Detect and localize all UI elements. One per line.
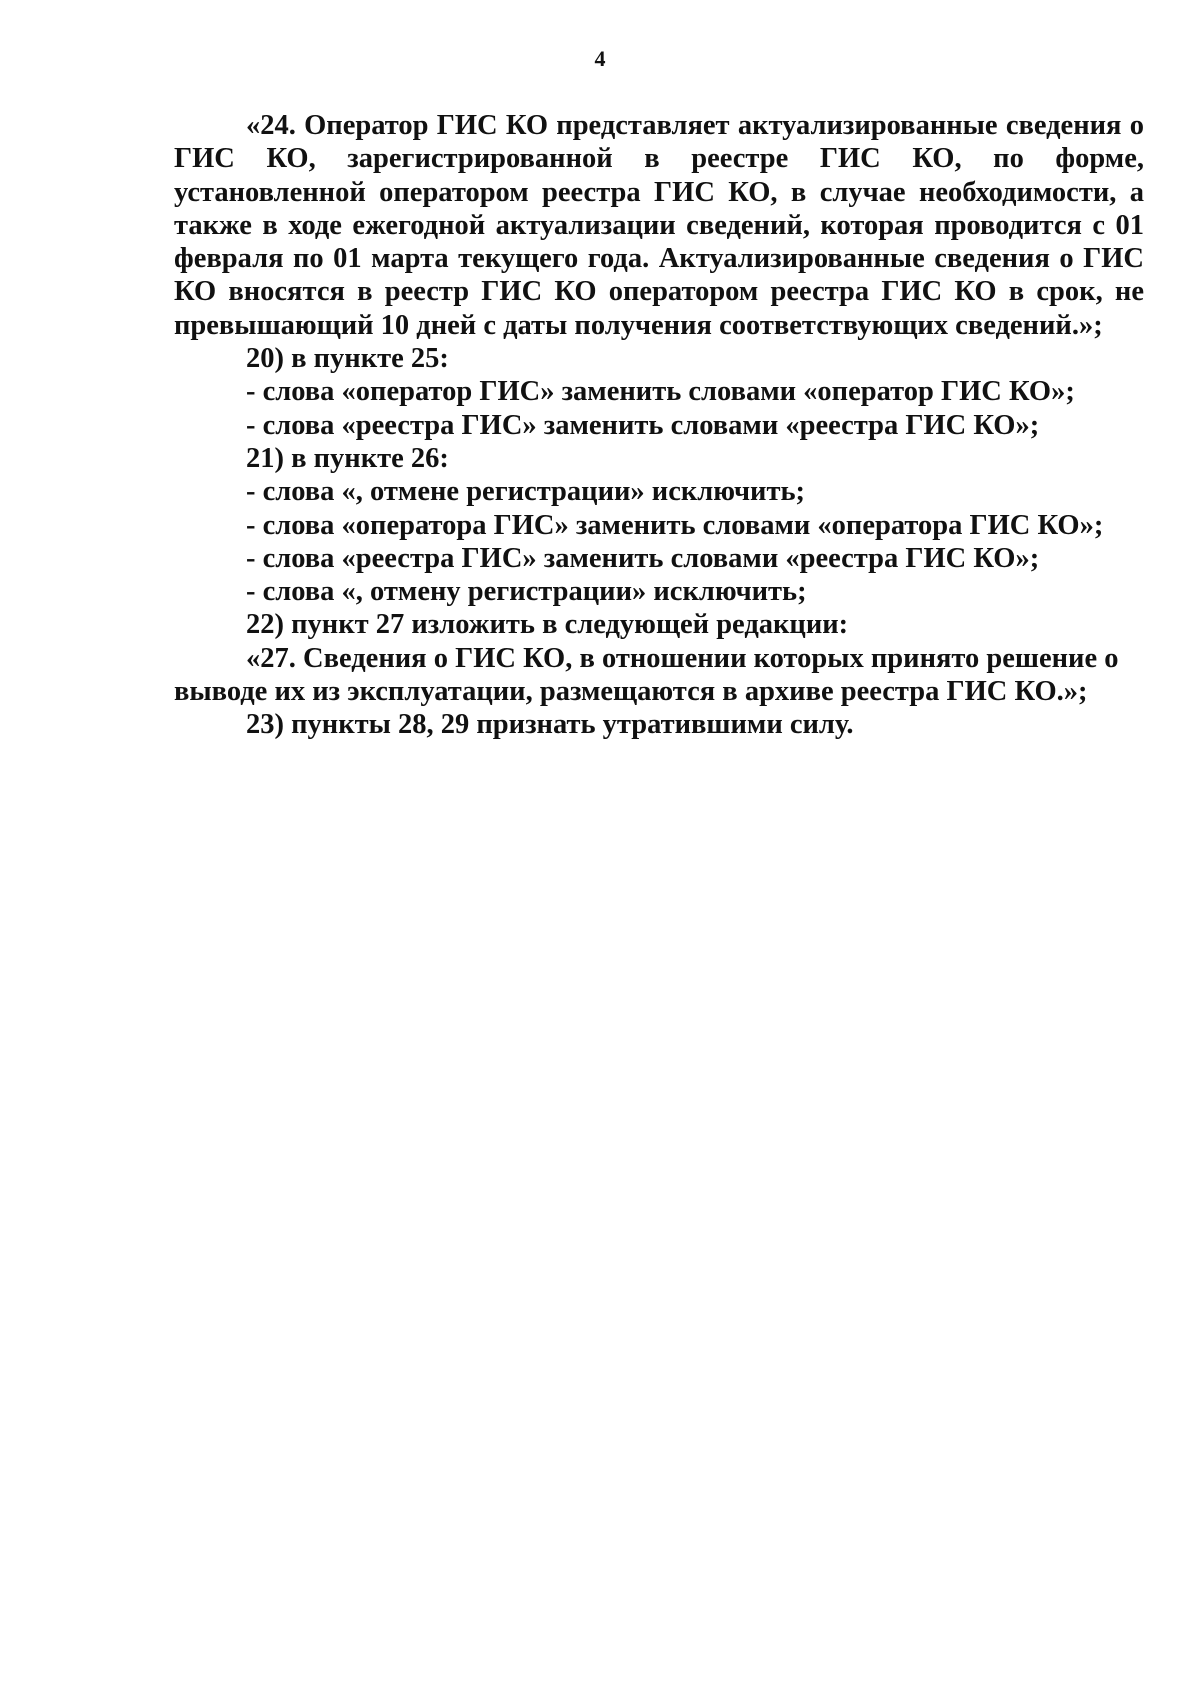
- item-21-exclusion-2: - слова «, отмену регистрации» исключить;: [246, 576, 807, 608]
- item-20-replacement-2: - слова «реестра ГИС» заменить словами «реестра ГИС КО»;: [246, 409, 1040, 441]
- item-21-heading: 21) в пункте 26:: [246, 442, 449, 474]
- item-23-heading: 23) пункты 28, 29 признать утратившими силу.: [246, 709, 854, 741]
- page-number: 4: [594, 46, 606, 71]
- item-21-replacement-2: - слова «реестра ГИС» заменить словами «реестра ГИС КО»;: [246, 542, 1040, 574]
- item-20-heading: 20) в пункте 25:: [246, 343, 449, 375]
- paragraph-27: «27. Сведения о ГИС КО, в отношении которых принято решение о выводе их из эксплуатации, размещаются в архиве реестра ГИС КО.»;: [174, 642, 1119, 708]
- item-20-replacement-1: - слова «оператор ГИС» заменить словами «оператор ГИС КО»;: [246, 376, 1075, 408]
- paragraph-24: «24. Оператор ГИС КО представляет актуализированные сведения о ГИС КО, зарегистрированной в реестре ГИС КО, по форме, установленной оператором реестра ГИС КО, в случае необходимости, а также в ходе ежегодной актуализации сведений, которая проводится с 01 февраля по 01 марта текущего года. Актуализированные сведения о ГИС КО вносятся в реестр ГИС КО оператором реестра ГИС КО в срок, не превышающий 10 дней с даты получения соответствующих сведений.»;: [174, 110, 1144, 341]
- item-21-exclusion-1: - слова «, отмене регистрации» исключить;: [246, 476, 806, 508]
- document-body: [174, 109, 1144, 742]
- item-21-replacement-1: - слова «оператора ГИС» заменить словами «оператора ГИС КО»;: [246, 509, 1104, 541]
- item-22-heading: 22) пункт 27 изложить в следующей редакции:: [246, 609, 849, 641]
